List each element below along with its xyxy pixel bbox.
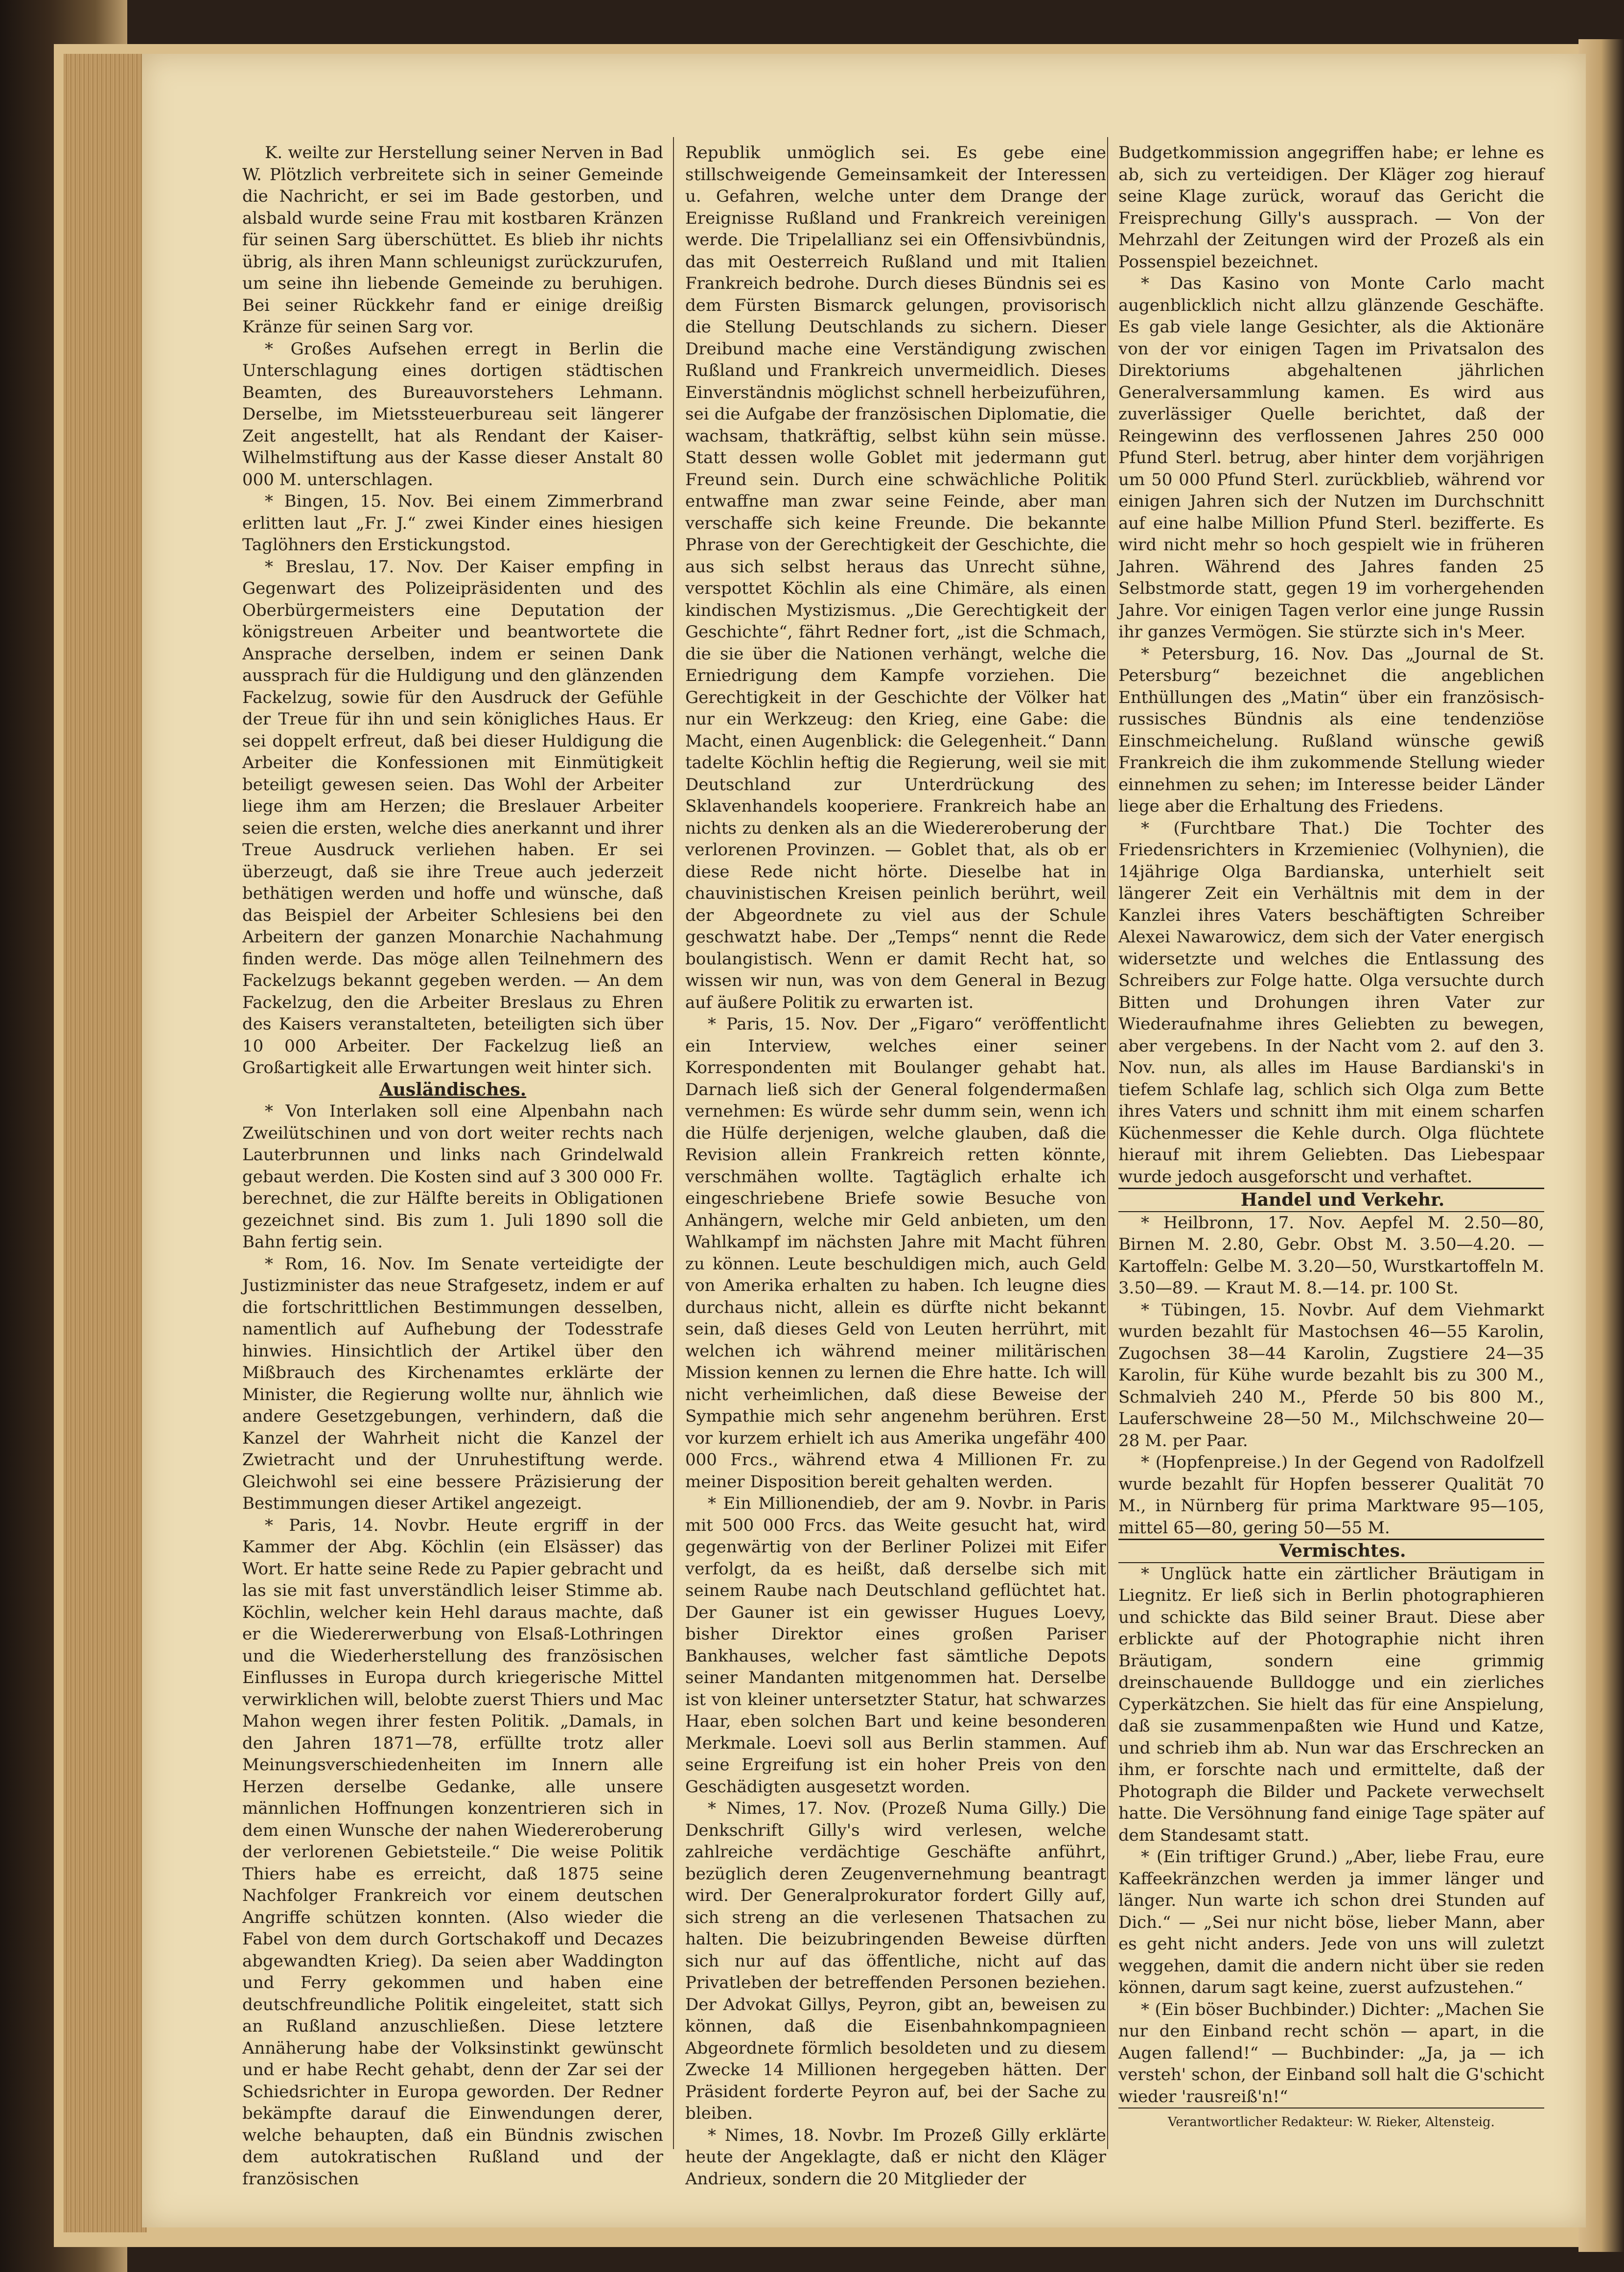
article-paragraph: * Tübingen, 15. Novbr. Auf dem Viehmarkt wurden bezahlt für Mastochsen 46—55 Karolin, Zugochsen 38—44 Karolin, Zugstiere 24—35 Karolin, für Kühe wurde bezahlt bis zu 300 M., Schmalvieh 240 M., Pferde 50 bis 800 M., Lauferschweine 28—50 M., Milchschweine 20—28 M. per Paar. [1118,1300,1544,1451]
article-paragraph: * Paris, 15. Nov. Der „Figaro“ veröffentlicht ein Interview, welches einer seiner Korrespondenten mit Boulanger gehabt hat. Darnach ließ sich der General folgendermaßen vernehmen: Es würde sehr dumm sein, wenn ich die Hülfe derjenigen, welche glauben, daß die Revision allein Frankreich retten könnte, verschmähen wollte. Tagtäglich erhalte ich eingeschriebene Briefe sowie Besuche von Anhängern, welche mir Geld anbieten, um den Wahlkampf im nächsten Jahre mit Macht führen zu können. Leute beschuldigen mich, auch Geld von Amerika erhalten zu haben. Ich leugne dies durchaus nicht, allein es dürfte nicht bekannt sein, daß dieses Geld von Leuten herrührt, mit welchen ich während meiner militärischen Mission kennen zu lernen die Ehre hatte. Ich will nicht verheimlichen, daß diese Beweise der Sympathie mich sehr angenehm berühren. Erst vor kurzem erhielt ich aus Amerika ungefähr 400 000 Frcs., während etwa 4 Millionen Fr. zu meiner Disposition bereit gehalten werden. [685,1014,1106,1492]
article-paragraph: * Nimes, 18. Novbr. Im Prozeß Gilly erklärte heute der Angeklagte, daß er nicht den Kläger Andrieux, sondern die 20 Mitglieder der [685,2125,1106,2189]
article-paragraph: * Großes Aufsehen erregt in Berlin die Unterschlagung eines dortigen städtischen Beamten, des Bureauvorstehers Lehmann. Derselbe, im Mietssteuerbureau seit längerer Zeit angestellt, hat als Rendant der Kaiser-Wilhelmstiftung aus der Kasse dieser Anstalt 80 000 M. unterschlagen. [242,339,663,490]
article-paragraph: * (Ein böser Buchbinder.) Dichter: „Machen Sie nur den Einband recht schön — apart, in die Augen fallend!“ — Buchbinder: „Ja, ja — ich versteh' schon, der Einband soll halt die G'schicht wieder 'rausreiß'n!“ [1118,1999,1544,2107]
article-paragraph: * (Furchtbare That.) Die Tochter des Friedensrichters in Krzemieniec (Volhynien), die 14jährige Olga Bardianska, unterhielt seit längerer Zeit ein Verhältnis mit dem in der Kanzlei ihres Vaters beschäftigten Schreiber Alexei Nawarowicz, dem sich der Vater energisch widersetzte und welches die Entlassung des Schreibers zur Folge hatte. Olga versuchte durch Bitten und Drohungen ihren Vater zur Wiederaufnahme ihres Geliebten zu bewegen, aber vergebens. In der Nacht vom 2. auf den 3. Nov. nun, als alles im Hause Bardianski's in tiefem Schlafe lag, schlich sich Olga zum Bette ihres Vaters und schnitt ihm mit einem scharfen Küchenmesser die Kehle durch. Olga flüchtete hierauf mit ihrem Geliebten. Das Liebespaar wurde jedoch ausgeforscht und verhaftet. [1118,818,1544,1187]
article-paragraph: * (Ein triftiger Grund.) „Aber, liebe Frau, eure Kaffeekränzchen werden ja immer länger und länger. Nun warte ich schon drei Stunden auf Dich.“ — „Sei nur nicht böse, lieber Mann, aber es geht nicht anders. Jede von uns will zuletzt weggehen, damit die andern nicht über sie reden können, darum sagt keine, zuerst aufzustehen.“ [1118,1847,1544,1997]
article-paragraph: * Bingen, 15. Nov. Bei einem Zimmerbrand erlitten laut „Fr. J.“ zwei Kinder eines hiesigen Taglöhners den Erstickungstod. [242,492,663,555]
article-paragraph: * (Hopfenpreise.) In der Gegend von Radolfzell wurde bezahlt für Hopfen besserer Qualität 70 M., in Nürnberg für prima Marktware 95—105, mittel 65—80, gering 50—55 M. [1118,1452,1544,1538]
article-paragraph: * Petersburg, 16. Nov. Das „Journal de St. Petersburg“ bezeichnet die angeblichen Enthüllungen des „Matin“ über ein französisch-russisches Bündnis als eine tendenziöse Einschmeichelung. Rußland wünsche gewiß Frankreich die ihm zukommende Stellung wieder einnehmen zu sehen; im Interesse beider Länder liege aber die Erhaltung des Friedens. [1118,644,1544,816]
column-3 [1118,142,1544,2130]
article-paragraph: * Das Kasino von Monte Carlo macht augenblicklich nicht allzu glänzende Geschäfte. Es gab viele lange Gesichter, als die Aktionäre von der vor einigen Tagen im Privatsalon des Direktoriums abgehaltenen jährlichen Generalversammlung kamen. Es wird aus zuverlässiger Quelle berichtet, daß der Reingewinn des verflossenen Jahres 250 000 Pfund Sterl. betrug, aber hinter dem vorjährigen um 50 000 Pfund Sterl. zurückblieb, während vor einigen Jahren sich der Nutzen im Durchschnitt auf eine halbe Million Pfund Sterl. bezifferte. Es wird nicht mehr so hoch gespielt wie in früheren Jahren. Während des Jahres fanden 25 Selbstmorde statt, gegen 19 im vorhergehenden Jahre. Vor einigen Tagen verlor eine junge Russin ihr ganzes Vermögen. Sie stürzte sich in's Meer. [1118,274,1544,642]
section-heading-handel: Handel und Verkehr. [1118,1188,1544,1212]
article-paragraph: * Rom, 16. Nov. Im Senate verteidigte der Justizminister das neue Strafgesetz, indem er auf die fortschrittlichen Bestimmungen desselben, namentlich auf Aufhebung der Todesstrafe hinwies. Hinsichtlich der Artikel über den Mißbrauch des Kirchenamtes erklärte der Minister, die Regierung wollte nur, ähnlich wie andere Gesetzgebungen, verhindern, daß die Kanzel der Wahrheit nicht die Kanzel der Zwietracht und der Unruhestiftung werde. Gleichwohl sei eine bessere Präzisierung der Bestimmungen dieser Artikel angezeigt. [242,1254,663,1513]
page-edges [64,54,147,2232]
section-heading-auslaendisches: Ausländisches. [379,1079,527,1100]
article-paragraph: * Nimes, 17. Nov. (Prozeß Numa Gilly.) Die Denkschrift Gilly's wird verlesen, welche zahlreiche verdächtige Geschäfte anführt, bezüglich deren Zeugenvernehmung beantragt wird. Der Generalprokurator fordert Gilly auf, sich streng an die verlesenen Thatsachen zu halten. Die beizubringenden Beweise dürften sich nur auf das öffentliche, nicht auf das Privatleben der betreffenden Personen beziehen. Der Advokat Gillys, Peyron, gibt an, beweisen zu können, daß die Eisenbahnkompagnieen Abgeordnete förmlich besoldeten und zu diesem Zwecke 14 Millionen hergegeben hätten. Der Präsident forderte Peyron auf, bei der Sache zu bleiben. [685,1799,1106,2123]
article-paragraph: * Breslau, 17. Nov. Der Kaiser empfing in Gegenwart des Polizeipräsidenten und des Oberbürgermeisters eine Deputation der königstreuen Arbeiter und beantwortete die Ansprache derselben, indem er seinen Dank aussprach für die Huldigung und den glänzenden Fackelzug, sowie für den Ausdruck der Gefühle der Treue für ihn und sein königliches Haus. Er sei doppelt erfreut, daß bei dieser Huldigung die Arbeiter die Konfessionen mit Einmütigkeit beteiligt gewesen seien. Das Wohl der Arbeiter liege ihm am Herzen; die Breslauer Arbeiter seien die ersten, welche dies anerkannt und ihrer Treue Ausdruck verliehen haben. Er sei überzeugt, daß sie ihre Treue auch jederzeit bethätigen werden und hoffe und wünsche, daß das Beispiel der Arbeiter Schlesiens bei den Arbeitern der ganzen Monarchie Nachahmung finden werde. Das möge allen Teilnehmern des Fackelzugs bekannt gegeben werden. — An dem Fackelzug, den die Arbeiter Breslaus zu Ehren des Kaisers veranstalteten, beteiligten sich über 10 000 Arbeiter. Der Fackelzug ließ an Großartigkeit alle Erwartungen weit hinter sich. [242,557,663,1077]
column-1 [242,142,663,2189]
article-paragraph: * Heilbronn, 17. Nov. Aepfel M. 2.50—80, Birnen M. 2.80, Gebr. Obst M. 3.50—4.20. — Kartoffeln: Gelbe M. 3.20—50, Wurstkartoffeln M. 3.50—89. — Kraut M. 8.—14. pr. 100 St. [1118,1213,1544,1298]
article-paragraph: K. weilte zur Herstellung seiner Nerven in Bad W. Plötzlich verbreitete sich in seiner Gemeinde die Nachricht, er sei im Bade gestorben, und alsbald wurde seine Frau mit kostbaren Kränzen für seinen Sarg überschüttet. Es blieb ihr nichts übrig, als ihren Mann schleunigst zurückzurufen, um seine ihn liebende Gemeinde zu beruhigen. Bei seiner Rückkehr fand er einige dreißig Kränze für seinen Sarg vor. [242,143,663,337]
article-paragraph: * Von Interlaken soll eine Alpenbahn nach Zweilütschinen und von dort weiter rechts nach Lauterbrunnen und links nach Grindelwald gebaut werden. Die Kosten sind auf 3 300 000 Fr. berechnet, die zur Hälfte bereits in Obligationen gezeichnet sind. Bis zum 1. Juli 1890 soll die Bahn fertig sein. [242,1101,663,1252]
section-heading-vermischtes: Vermischtes. [1118,1539,1544,1563]
article-paragraph: Republik unmöglich sei. Es gebe eine stillschweigende Gemeinsamkeit der Interessen u. Gefahren, welche unter dem Drange der Ereignisse Rußland und Frankreich vereinigen werde. Die Tripelallianz sei ein Offensivbündnis, das mit Oesterreich Rußland und mit Italien Frankreich bedrohe. Durch dieses Bündnis sei es dem Fürsten Bismarck gelungen, provisorisch die Stellung Deutschlands zu sichern. Dieser Dreibund mache eine Verständigung zwischen Rußland und Frankreich unvermeidlich. Dieses Einverständnis möglichst schnell herbeizuführen, sei die Aufgabe der französischen Diplomatie, die wachsam, thatkräftig, selbst kühn sein müsse. Statt dessen wolle Goblet mit jedermann gut Freund sein. Durch eine schwächliche Politik entwaffne man zwar seine Feinde, aber man verschaffe sich keine Freunde. Die bekannte Phrase von der Gerechtigkeit der Geschichte, die aus sich selbst heraus das Unrecht sühne, verspottet Köchlin als eine Chimäre, als einen kindischen Mystizismus. „Die Gerechtigkeit der Geschichte“, fährt Redner fort, „ist die Schmach, die sie über die Nationen verhängt, welche die Erniedrigung dem Kampfe vorziehen. Die Gerechtigkeit in der Geschichte der Völker hat nur ein Werkzeug: den Krieg, eine Gabe: die Macht, einen Augenblick: die Gelegenheit.“ Dann tadelte Köchlin heftig die Regierung, weil sie mit Deutschland zur Unterdrückung des Sklavenhandels kooperiere. Frankreich habe an nichts zu denken als an die Wiedereroberung der verlorenen Provinzen. — Goblet that, als ob er diese Rede nicht hörte. Dieselbe hat in chauvinistischen Kreisen peinlich berührt, weil der Abgeordnete zu viel aus der Schule geschwatzt habe. Der „Temps“ nennt die Rede boulangistisch. Wenn er damit Recht hat, so wissen wir nun, was von dem General in Bezug auf äußere Politik zu erwarten ist. [685,143,1106,1012]
editor-footer: Verantwortlicher Redakteur: W. Rieker, Altensteig. [1118,2108,1544,2133]
article-paragraph: * Ein Millionendieb, der am 9. Novbr. in Paris mit 500 000 Frcs. das Weite gesucht hat, wird gegenwärtig von der Berliner Polizei mit Eifer verfolgt, da es heißt, daß derselbe sich mit seinem Raube nach Deutschland geflüchtet hat. Der Gauner ist ein gewisser Hugues Loevy, bisher Direktor eines großen Pariser Bankhauses, welcher fast sämtliche Depots seiner Mandanten mitgenommen hat. Derselbe ist von kleiner untersetzter Statur, hat schwarzes Haar, eben solchen Bart und keine besonderen Merkmale. Loevi soll aus Berlin stammen. Auf seine Ergreifung ist ein hoher Preis von den Geschädigten ausgesetzt worden. [685,1494,1106,1797]
article-paragraph: Budgetkommission angegriffen habe; er lehne es ab, sich zu verteidigen. Der Kläger zog hierauf seine Klage zurück, worauf das Gericht die Freisprechung Gilly's aussprach. — Von der Mehrzahl der Zeitungen wird der Prozeß als ein Possenspiel bezeichnet. [1118,143,1544,272]
column-rule [1107,137,1108,2149]
column-2 [685,142,1106,2189]
article-paragraph: * Paris, 14. Novbr. Heute ergriff in der Kammer der Abg. Köchlin (ein Elsässer) das Wort. Er hatte seine Rede zu Papier gebracht und las sie mit fast unverständlich leiser Stimme ab. Köchlin, welcher kein Hehl daraus machte, daß er die Wiedererwerbung von Elsaß-Lothringen und die Wiederherstellung des französischen Einflusses in Europa durch kriegerische Mittel verwirklichen will, belobte zuerst Thiers und Mac Mahon wegen ihrer festen Politik. „Damals, in den Jahren 1871—78, erfüllte trotz aller Meinungsverschiedenheiten im Innern alle Herzen derselbe Gedanke, alle unsere männlichen Hoffnungen konzentrieren sich in dem einen Wunsche der nahen Wiedereroberung der verlorenen Gebietsteile.“ Die weise Politik Thiers habe es erreicht, daß 1875 seine Nachfolger Frankreich vor einem deutschen Angriffe schützen konnten. (Also wieder die Fabel von dem durch Gortschakoff und Decazes abgewandten Krieg). Da seien aber Waddington und Ferry gekommen und haben eine deutschfreundliche Politik eingeleitet, statt sich an Rußland anzuschließen. Diese letztere Annäherung habe der Volksinstinkt gewünscht und er habe Recht gehabt, denn der Zar sei der Schiedsrichter in Europa geworden. Der Redner bekämpfte darauf die Einwendungen derer, welche behaupten, daß ein Bündnis zwischen dem autokratischen Rußland und der französischen [242,1515,663,2189]
article-paragraph: * Unglück hatte ein zärtlicher Bräutigam in Liegnitz. Er ließ sich in Berlin photographieren und schickte das Bild seiner Braut. Diese aber erblickte auf der Photographie nicht ihren Bräutigam, sondern eine grimmig dreinschauende Bulldogge und ein zierliches Cyperkätzchen. Sie hielt das für eine Anspielung, daß sie zusammenpaßten wie Hund und Katze, und schrieb ihm ab. Nun war das Erschrecken an ihm, er forschte nach und ermittelte, daß der Photograph die Bilder und Packete verwechselt hatte. Die Versöhnung fand einige Tage später auf dem Standesamt statt. [1118,1564,1544,1845]
column-rule [673,137,674,2149]
